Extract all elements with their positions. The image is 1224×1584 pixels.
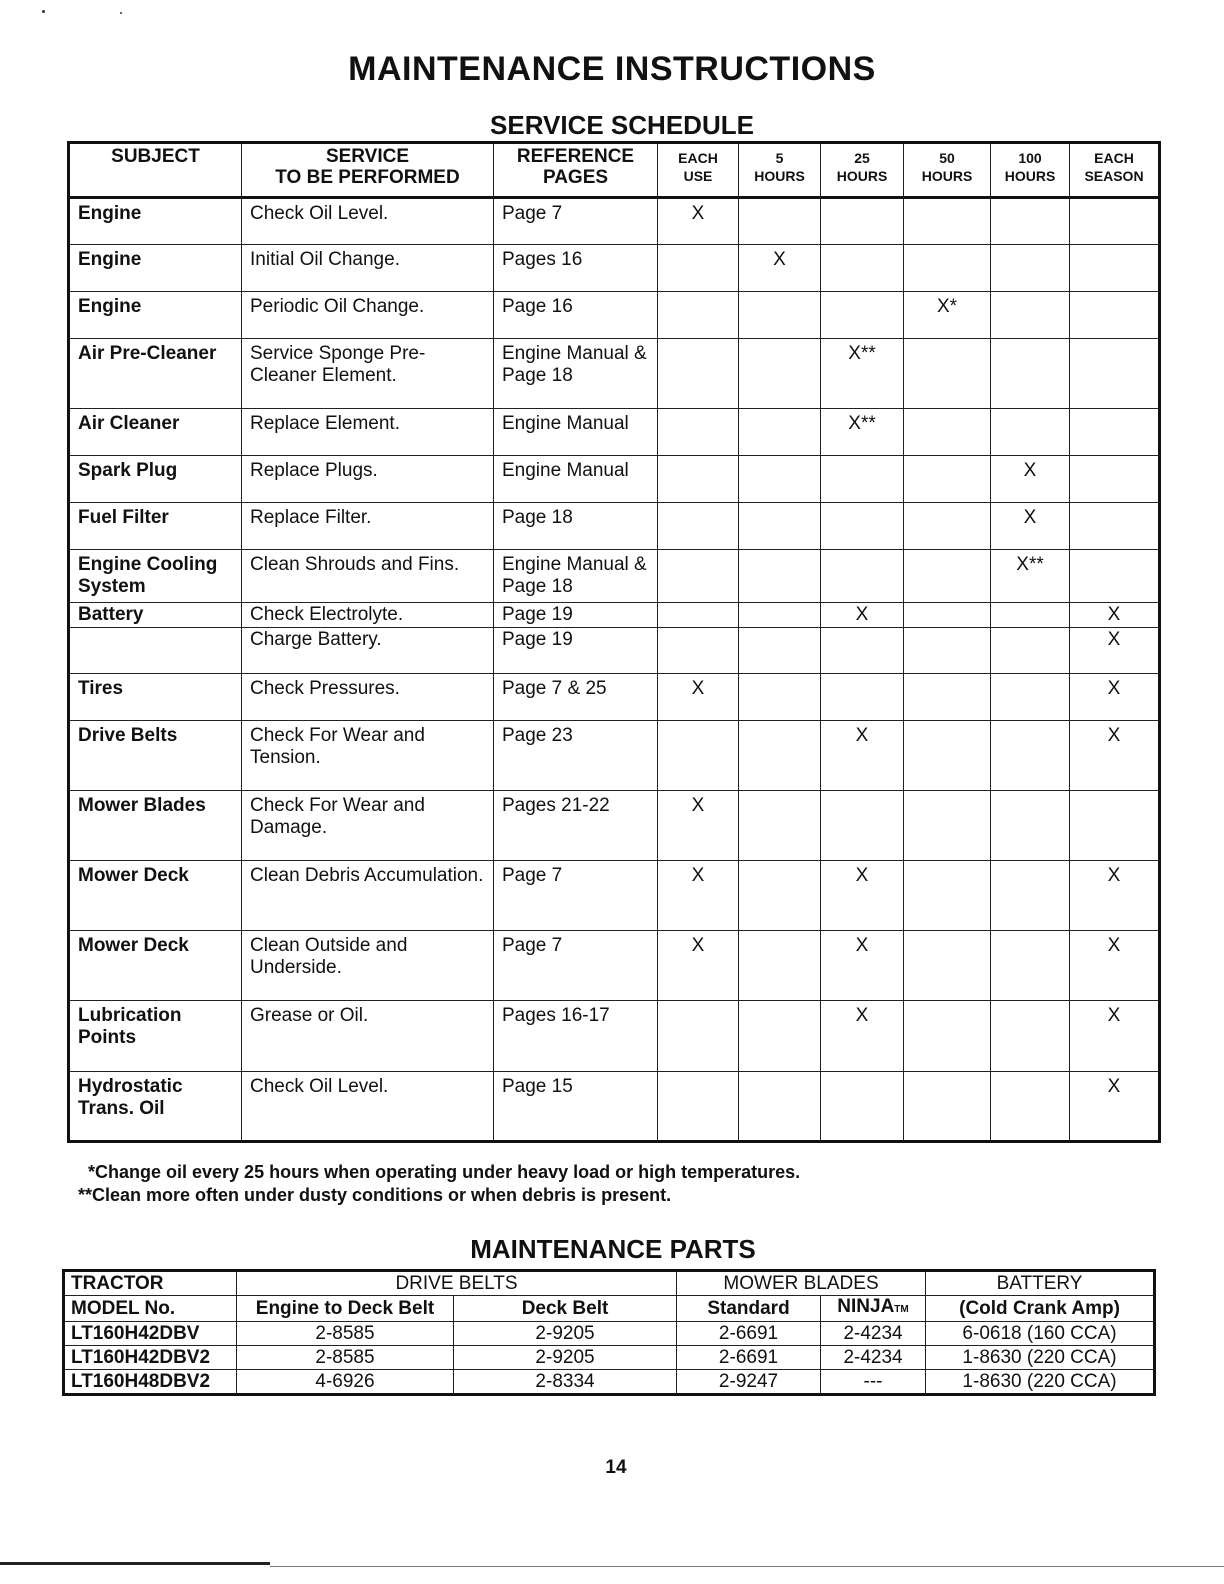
header-model-no: MODEL No. <box>64 1296 237 1322</box>
cell-each-season <box>1070 550 1160 603</box>
cell-5-hours <box>739 198 821 245</box>
cell-each-use: X <box>658 674 739 721</box>
cell-battery: 6-0618 (160 CCA) <box>926 1322 1155 1346</box>
table-row <box>69 1001 1160 1072</box>
cell-reference: Page 7 & 25 <box>494 674 658 721</box>
cell-service: Check For Wear and Tension. <box>242 721 494 791</box>
page-number: 14 <box>605 1457 627 1478</box>
table-row <box>69 409 1160 456</box>
scan-edge-line <box>0 1562 270 1565</box>
cell-25-hours: X <box>821 603 904 628</box>
cell-each-use <box>658 1001 739 1072</box>
cell-battery: 1-8630 (220 CCA) <box>926 1370 1155 1395</box>
cell-battery: 1-8630 (220 CCA) <box>926 1346 1155 1370</box>
cell-each-use <box>658 628 739 674</box>
cell-reference: Engine Manual & Page 18 <box>494 550 658 603</box>
cell-each-use: X <box>658 791 739 861</box>
cell-25-hours: X <box>821 861 904 931</box>
table-row <box>69 339 1160 409</box>
footnote-clean: **Clean more often under dusty conditions or when debris is present. <box>78 1185 672 1205</box>
cell-each-use <box>658 409 739 456</box>
table-row <box>69 503 1160 550</box>
table-row <box>69 791 1160 861</box>
cell-100-hours <box>991 674 1070 721</box>
cell-each-use <box>658 1072 739 1142</box>
table-row <box>64 1346 1155 1370</box>
cell-50-hours <box>904 339 991 409</box>
cell-each-use <box>658 721 739 791</box>
cell-100-hours <box>991 292 1070 339</box>
cell-100-hours: X** <box>991 550 1070 603</box>
cell-5-hours <box>739 339 821 409</box>
cell-5-hours <box>739 603 821 628</box>
header-100-hours: 100 HOURS <box>991 143 1070 198</box>
header-battery: BATTERY <box>926 1271 1155 1296</box>
cell-service: Check Electrolyte. <box>242 603 494 628</box>
cell-50-hours <box>904 409 991 456</box>
trademark-symbol: TM <box>894 1304 909 1315</box>
cell-5-hours <box>739 721 821 791</box>
cell-each-season <box>1070 292 1160 339</box>
cell-subject: Air Cleaner <box>69 409 242 456</box>
cell-50-hours <box>904 245 991 292</box>
cell-25-hours <box>821 674 904 721</box>
footnote-oil: *Change oil every 25 hours when operating under heavy load or high temperatures. <box>88 1162 801 1182</box>
header-each-season: EACH SEASON <box>1070 143 1160 198</box>
cell-25-hours <box>821 503 904 550</box>
cell-service: Grease or Oil. <box>242 1001 494 1072</box>
cell-ninja: --- <box>821 1370 926 1395</box>
cell-each-season <box>1070 409 1160 456</box>
cell-50-hours <box>904 1072 991 1142</box>
schedule-header-row <box>69 143 1160 198</box>
header-subject: SUBJECT <box>69 143 242 198</box>
cell-reference: Page 23 <box>494 721 658 791</box>
table-row <box>69 292 1160 339</box>
header-tractor: TRACTOR <box>64 1271 237 1296</box>
cell-service: Replace Plugs. <box>242 456 494 503</box>
header-5-hours: 5 HOURS <box>739 143 821 198</box>
cell-each-season: X <box>1070 628 1160 674</box>
cell-reference: Page 19 <box>494 603 658 628</box>
table-row <box>69 198 1160 245</box>
cell-5-hours <box>739 628 821 674</box>
cell-each-season: X <box>1070 603 1160 628</box>
header-cold-crank-amp: (Cold Crank Amp) <box>926 1296 1155 1322</box>
cell-25-hours: X <box>821 721 904 791</box>
header-each-use: EACH USE <box>658 143 739 198</box>
cell-each-use <box>658 503 739 550</box>
cell-reference: Page 18 <box>494 503 658 550</box>
cell-each-season: X <box>1070 721 1160 791</box>
cell-each-season <box>1070 791 1160 861</box>
cell-each-season: X <box>1070 1001 1160 1072</box>
cell-subject: Drive Belts <box>69 721 242 791</box>
cell-subject: Air Pre-Cleaner <box>69 339 242 409</box>
cell-each-use <box>658 550 739 603</box>
cell-service: Charge Battery. <box>242 628 494 674</box>
table-row <box>64 1322 1155 1346</box>
cell-100-hours <box>991 861 1070 931</box>
cell-each-use <box>658 292 739 339</box>
cell-each-use: X <box>658 198 739 245</box>
footnotes <box>78 1161 800 1207</box>
cell-service: Periodic Oil Change. <box>242 292 494 339</box>
cell-25-hours <box>821 198 904 245</box>
header-ninja: NINJATM <box>821 1296 926 1322</box>
cell-each-season: X <box>1070 931 1160 1001</box>
table-row <box>69 721 1160 791</box>
cell-ninja: 2-4234 <box>821 1322 926 1346</box>
maintenance-parts-title: MAINTENANCE PARTS <box>470 1234 756 1264</box>
cell-100-hours <box>991 931 1070 1001</box>
cell-5-hours <box>739 861 821 931</box>
cell-100-hours <box>991 1001 1070 1072</box>
cell-50-hours <box>904 550 991 603</box>
cell-50-hours <box>904 791 991 861</box>
table-row <box>69 245 1160 292</box>
cell-reference: Page 16 <box>494 292 658 339</box>
header-reference: REFERENCE PAGES <box>494 143 658 198</box>
cell-50-hours <box>904 628 991 674</box>
cell-5-hours <box>739 456 821 503</box>
parts-header-row-2 <box>64 1296 1155 1322</box>
table-row <box>69 628 1160 674</box>
cell-subject: Mower Blades <box>69 791 242 861</box>
cell-subject: Engine <box>69 198 242 245</box>
cell-reference: Page 15 <box>494 1072 658 1142</box>
cell-100-hours <box>991 628 1070 674</box>
cell-25-hours <box>821 1072 904 1142</box>
cell-subject: Hydrostatic Trans. Oil <box>69 1072 242 1142</box>
cell-each-season <box>1070 503 1160 550</box>
cell-subject: Spark Plug <box>69 456 242 503</box>
cell-5-hours <box>739 674 821 721</box>
cell-reference: Pages 16 <box>494 245 658 292</box>
cell-25-hours: X <box>821 1001 904 1072</box>
cell-each-use: X <box>658 861 739 931</box>
table-row <box>64 1370 1155 1395</box>
cell-50-hours <box>904 456 991 503</box>
cell-each-use <box>658 456 739 503</box>
cell-service: Check For Wear and Damage. <box>242 791 494 861</box>
cell-each-season <box>1070 245 1160 292</box>
cell-100-hours <box>991 245 1070 292</box>
cell-standard: 2-6691 <box>677 1322 821 1346</box>
cell-100-hours <box>991 1072 1070 1142</box>
cell-service: Initial Oil Change. <box>242 245 494 292</box>
cell-engine-to-deck: 2-8585 <box>237 1346 454 1370</box>
cell-model: LT160H48DBV2 <box>64 1370 237 1395</box>
cell-model: LT160H42DBV <box>64 1322 237 1346</box>
cell-reference: Engine Manual <box>494 409 658 456</box>
cell-each-season <box>1070 456 1160 503</box>
cell-50-hours <box>904 721 991 791</box>
cell-25-hours: X** <box>821 339 904 409</box>
cell-deck-belt: 2-9205 <box>454 1322 677 1346</box>
cell-50-hours <box>904 198 991 245</box>
cell-25-hours: X** <box>821 409 904 456</box>
scan-edge-line <box>270 1566 1224 1567</box>
cell-subject: Engine <box>69 245 242 292</box>
cell-100-hours: X <box>991 456 1070 503</box>
cell-5-hours <box>739 409 821 456</box>
cell-100-hours <box>991 409 1070 456</box>
cell-deck-belt: 2-8334 <box>454 1370 677 1395</box>
cell-each-use: X <box>658 931 739 1001</box>
cell-reference: Engine Manual <box>494 456 658 503</box>
cell-each-use <box>658 339 739 409</box>
cell-reference: Pages 21-22 <box>494 791 658 861</box>
header-engine-to-deck-belt: Engine to Deck Belt <box>237 1296 454 1322</box>
header-25-hours: 25 HOURS <box>821 143 904 198</box>
cell-model: LT160H42DBV2 <box>64 1346 237 1370</box>
cell-ninja: 2-4234 <box>821 1346 926 1370</box>
page-title: MAINTENANCE INSTRUCTIONS <box>348 50 876 88</box>
cell-50-hours <box>904 931 991 1001</box>
cell-standard: 2-9247 <box>677 1370 821 1395</box>
cell-service: Check Oil Level. <box>242 198 494 245</box>
cell-each-season <box>1070 198 1160 245</box>
cell-service: Replace Element. <box>242 409 494 456</box>
cell-service: Clean Debris Accumulation. <box>242 861 494 931</box>
cell-subject: Mower Deck <box>69 931 242 1001</box>
cell-engine-to-deck: 2-8585 <box>237 1322 454 1346</box>
cell-subject: Lubrication Points <box>69 1001 242 1072</box>
cell-100-hours <box>991 721 1070 791</box>
cell-subject: Engine Cooling System <box>69 550 242 603</box>
cell-50-hours <box>904 861 991 931</box>
cell-5-hours <box>739 1072 821 1142</box>
cell-each-season: X <box>1070 1072 1160 1142</box>
cell-service: Clean Shrouds and Fins. <box>242 550 494 603</box>
cell-subject: Fuel Filter <box>69 503 242 550</box>
cell-25-hours <box>821 245 904 292</box>
cell-25-hours <box>821 628 904 674</box>
cell-5-hours <box>739 503 821 550</box>
cell-subject: Tires <box>69 674 242 721</box>
service-schedule-table <box>67 141 1161 1143</box>
table-row <box>69 931 1160 1001</box>
cell-25-hours: X <box>821 931 904 1001</box>
cell-subject: Battery <box>69 603 242 628</box>
header-50-hours: 50 HOURS <box>904 143 991 198</box>
cell-reference: Engine Manual & Page 18 <box>494 339 658 409</box>
table-row <box>69 550 1160 603</box>
cell-reference: Page 19 <box>494 628 658 674</box>
cell-5-hours <box>739 550 821 603</box>
cell-service: Check Pressures. <box>242 674 494 721</box>
table-row <box>69 603 1160 628</box>
cell-25-hours <box>821 550 904 603</box>
cell-5-hours <box>739 791 821 861</box>
cell-50-hours <box>904 674 991 721</box>
scan-speck <box>120 12 122 14</box>
parts-header-row-1 <box>64 1271 1155 1296</box>
cell-100-hours: X <box>991 503 1070 550</box>
header-standard: Standard <box>677 1296 821 1322</box>
cell-each-season: X <box>1070 674 1160 721</box>
cell-5-hours <box>739 292 821 339</box>
cell-standard: 2-6691 <box>677 1346 821 1370</box>
cell-service: Check Oil Level. <box>242 1072 494 1142</box>
table-row <box>69 861 1160 931</box>
cell-each-use <box>658 603 739 628</box>
cell-reference: Page 7 <box>494 931 658 1001</box>
cell-50-hours: X* <box>904 292 991 339</box>
maintenance-parts-table <box>62 1269 1156 1396</box>
scan-speck <box>42 10 45 13</box>
cell-reference: Page 7 <box>494 861 658 931</box>
cell-service: Replace Filter. <box>242 503 494 550</box>
cell-25-hours <box>821 791 904 861</box>
cell-service: Service Sponge Pre-Cleaner Element. <box>242 339 494 409</box>
cell-100-hours <box>991 791 1070 861</box>
header-service: SERVICE TO BE PERFORMED <box>242 143 494 198</box>
cell-25-hours <box>821 456 904 503</box>
cell-each-season <box>1070 339 1160 409</box>
cell-5-hours <box>739 1001 821 1072</box>
table-row <box>69 674 1160 721</box>
cell-reference: Page 7 <box>494 198 658 245</box>
cell-5-hours <box>739 931 821 1001</box>
cell-25-hours <box>821 292 904 339</box>
cell-service: Clean Outside and Underside. <box>242 931 494 1001</box>
cell-subject: Mower Deck <box>69 861 242 931</box>
cell-each-use <box>658 245 739 292</box>
cell-50-hours <box>904 503 991 550</box>
header-drive-belts: DRIVE BELTS <box>237 1271 677 1296</box>
cell-deck-belt: 2-9205 <box>454 1346 677 1370</box>
cell-each-season: X <box>1070 861 1160 931</box>
cell-5-hours: X <box>739 245 821 292</box>
header-deck-belt: Deck Belt <box>454 1296 677 1322</box>
table-row <box>69 456 1160 503</box>
cell-reference: Pages 16-17 <box>494 1001 658 1072</box>
cell-100-hours <box>991 339 1070 409</box>
table-row <box>69 1072 1160 1142</box>
cell-subject <box>69 628 242 674</box>
cell-50-hours <box>904 603 991 628</box>
cell-50-hours <box>904 1001 991 1072</box>
cell-subject: Engine <box>69 292 242 339</box>
header-mower-blades: MOWER BLADES <box>677 1271 926 1296</box>
cell-100-hours <box>991 603 1070 628</box>
cell-engine-to-deck: 4-6926 <box>237 1370 454 1395</box>
cell-100-hours <box>991 198 1070 245</box>
service-schedule-title: SERVICE SCHEDULE <box>490 110 754 140</box>
